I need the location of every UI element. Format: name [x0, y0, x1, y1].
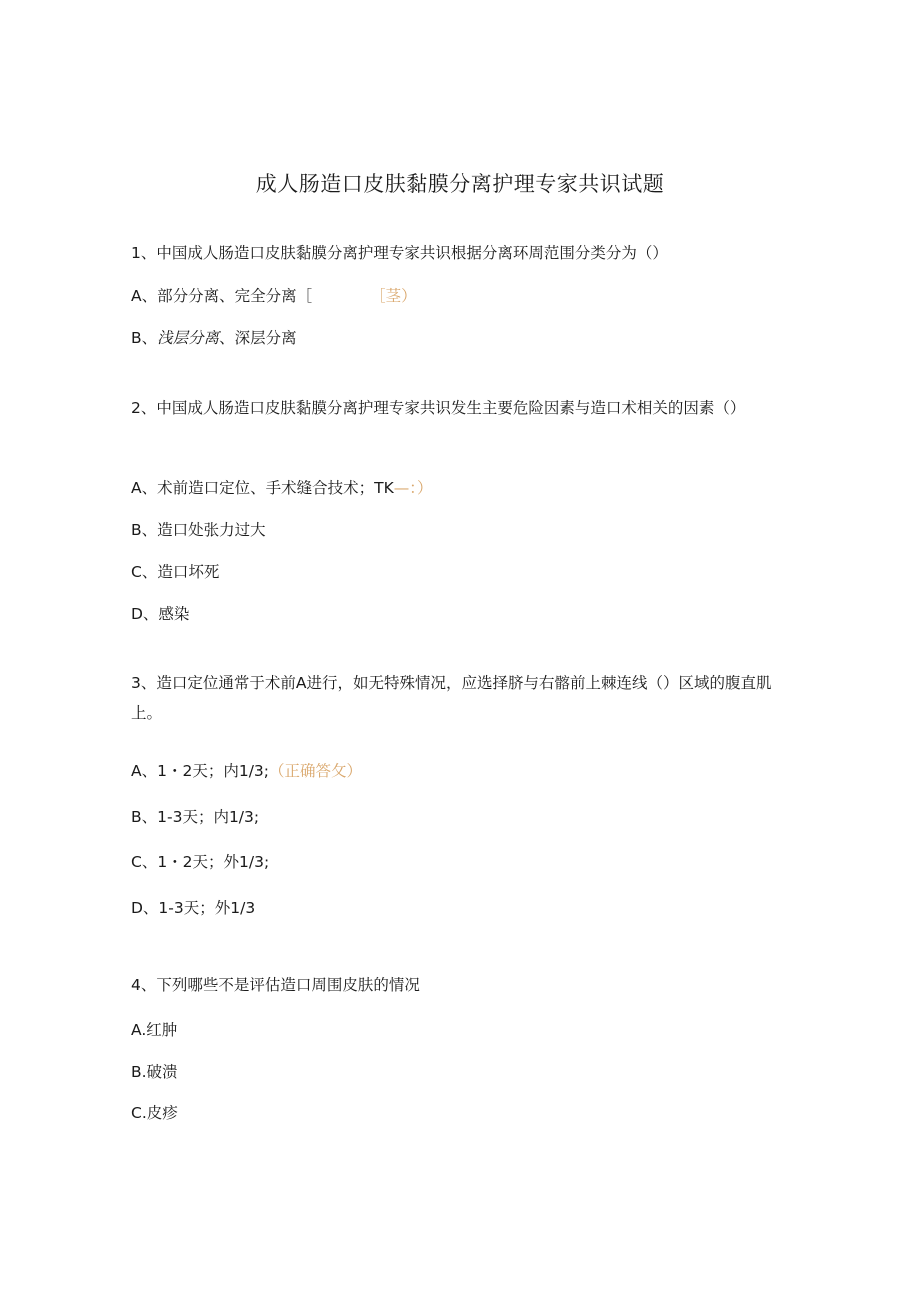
q1-answer-mark: ［茎）	[370, 287, 417, 305]
q3-option-c: C、1・2天；外1/3;	[131, 853, 270, 871]
q1-option-b-prefix: B、	[131, 329, 158, 347]
q3-option-a-text: A、1・2天；内1/3;	[131, 762, 269, 780]
q4-option-b: B.破溃	[131, 1063, 178, 1081]
q1-option-b	[131, 326, 297, 348]
q3-option-a	[131, 759, 362, 781]
q4-option-a: A.红肿	[131, 1021, 178, 1039]
question-4: 4、下列哪些不是评估造口周围皮肤的情况	[131, 976, 420, 994]
q2-option-c: C、造口坏死	[131, 563, 220, 581]
q2-answer-mark: —：）	[393, 479, 433, 497]
q1-option-b-rest: 、深层分离	[219, 329, 297, 347]
question-1: 1、中国成人肠造口皮肤黏膜分离护理专家共识根据分离环周范围分类分为（）	[131, 244, 668, 262]
q1-option-a	[131, 284, 417, 306]
question-3: 3、造口定位通常于术前A进行，如无特殊情况，应选择脐与右髂前上棘连线（）区域的腹直肌上。	[131, 674, 772, 722]
q2-option-d: D、感染	[131, 605, 190, 623]
q2-option-a	[131, 476, 433, 498]
page-title: 成人肠造口皮肤黏膜分离护理专家共识试题	[255, 172, 665, 196]
q1-option-a-text: A、部分分离、完全分离［	[131, 287, 313, 305]
question-2: 2、中国成人肠造口皮肤黏膜分离护理专家共识发生主要危险因素与造口术相关的因素（）	[131, 399, 746, 417]
q2-option-b: B、造口处张力过大	[131, 521, 266, 539]
q1-option-b-italic: 浅层分离	[157, 329, 220, 347]
q2-option-a-text: A、术前造口定位、手术缝合技术；TK	[131, 479, 394, 497]
q3-answer-mark: （正确答攵）	[269, 762, 363, 780]
q4-option-c: C.皮疹	[131, 1104, 178, 1122]
q3-option-b: B、1-3天；内1/3;	[131, 808, 260, 826]
q3-option-d: D、1-3天；外1/3	[131, 899, 256, 917]
